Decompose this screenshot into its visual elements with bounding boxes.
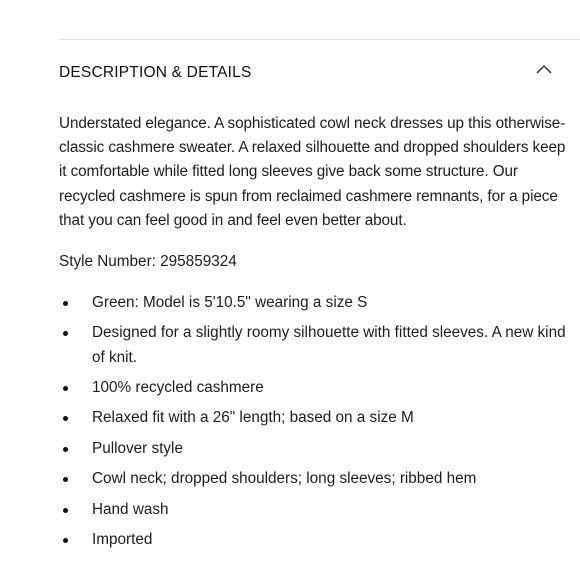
- feature-text: Hand wash: [92, 500, 169, 518]
- feature-item: [59, 321, 570, 369]
- description-details-accordion-header[interactable]: [59, 56, 580, 90]
- bullet-icon: [63, 416, 68, 421]
- feature-item: [59, 528, 570, 552]
- description-details-panel: [59, 112, 570, 558]
- bullet-icon: [63, 386, 68, 391]
- product-description: Understated elegance. A sophisticated cowl neck dresses up this otherwise-classic cashmere sweater. A relaxed silhouette and dropped shoulders keep it comfortable while fitted long sleeves give back some structure. Our recycled cashmere is spun from reclaimed cashmere remnants, for a piece that you can feel good in and feel even better about.: [59, 115, 566, 229]
- feature-item: [59, 467, 570, 491]
- feature-text: Designed for a slightly roomy silhouette with fitted sleeves. A new kind of knit.: [92, 324, 566, 366]
- feature-item: [59, 406, 570, 430]
- feature-text: 100% recycled cashmere: [92, 379, 264, 396]
- feature-item: [59, 291, 570, 315]
- feature-item: [59, 498, 570, 522]
- bullet-icon: [63, 477, 68, 482]
- feature-text: Green: Model is 5'10.5" wearing a size S: [92, 294, 368, 312]
- feature-list: [59, 291, 570, 552]
- feature-item: [59, 437, 570, 461]
- feature-text: Cowl neck; dropped shoulders; long sleeves; ribbed hem: [92, 470, 477, 488]
- bullet-icon: [63, 538, 68, 543]
- chevron-up-icon[interactable]: [535, 62, 553, 76]
- feature-item: [59, 376, 570, 400]
- feature-text: Imported: [92, 530, 153, 548]
- feature-text: Relaxed fit with a 26" length; based on a size M: [92, 409, 414, 427]
- section-divider: [59, 39, 580, 40]
- bullet-icon: [63, 508, 68, 513]
- bullet-icon: [63, 331, 68, 336]
- style-number: Style Number: 295859324: [59, 253, 237, 271]
- section-title: DESCRIPTION & DETAILS: [59, 64, 252, 81]
- bullet-icon: [63, 447, 68, 452]
- feature-text: Pullover style: [92, 439, 183, 457]
- bullet-icon: [63, 301, 68, 306]
